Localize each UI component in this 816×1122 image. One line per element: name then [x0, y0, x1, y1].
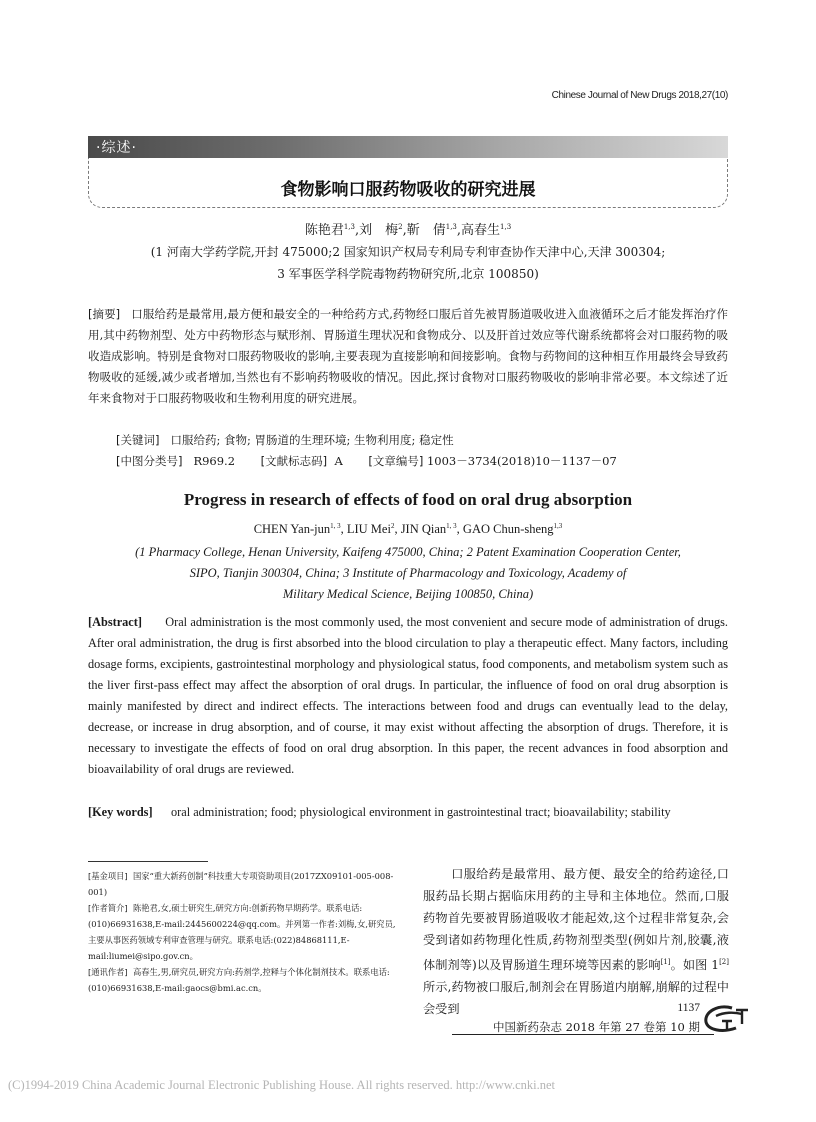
abstract-en-text: Oral administration is the most commonly used, the most convenient and secure mode of administration of drugs. After oral administration, the drug is first absorbed into the blood circulation to play a therapeutic effect. Many factors, including dosage forms, excipients, gastrointestinal morphology and physiological status, food components, and metabolism system such as the liver first-pass effect may affect the absorption of oral drugs. In particular, the influence of food on oral drug absorption is mainly manifested by direct and indirect effects. The interactions between food and drugs can eventually lead to the delay, decrease, or increase in drug absorption, and of course, it may exist without affecting the absorption of drugs. Therefore, it is necessary to investigate the effects of food on oral drug absorption. In this paper, the recent advances in food absorption and bioavailability of oral drugs are reviewed.: [88, 615, 728, 776]
author-affiliation-sup: 1,3: [445, 223, 457, 231]
keywords-cn-text: 口服给药; 食物; 胃肠道的生理环境; 生物利用度; 稳定性: [170, 433, 454, 447]
article-title-en: Progress in research of effects of food on oral drug absorption: [183, 490, 633, 509]
author-name-en: JIN Qian: [400, 522, 447, 536]
author-affiliation-sup: 1,3: [553, 522, 563, 530]
clc-label: [中图分类号]: [116, 454, 183, 468]
abstract-cn: [88, 304, 728, 409]
footnote-label: [基金项目]: [88, 871, 128, 881]
author-name: 靳 倩: [406, 223, 446, 238]
author-affiliation-sup: 2: [398, 223, 403, 231]
doc-code-label: [文献标志码]: [260, 454, 328, 468]
keywords-cn: [116, 432, 454, 448]
abstract-cn-label: [摘要]: [88, 307, 121, 321]
doc-code-value: A: [334, 454, 343, 468]
footnote-rule: [88, 861, 208, 862]
copyright-watermark: (C)1994-2019 China Academic Journal Electronic Publishing House. All rights reserved. http://www.cnki.net: [8, 1078, 556, 1092]
running-header: Chinese Journal of New Drugs 2018,27(10): [551, 90, 728, 101]
footer-rule: [452, 1034, 714, 1035]
journal-logo: [702, 1000, 750, 1038]
footnotes: [88, 868, 396, 996]
article-title-cn: 食物影响口服药物吸收的研究进展: [280, 180, 536, 200]
affiliation-en-line: SIPO, Tianjin 300304, China; 3 Institute of Pharmacology and Toxicology, Academy of: [189, 566, 627, 580]
clc-value: R969.2: [193, 454, 236, 468]
affiliation-en-line: (1 Pharmacy College, Henan University, Kaifeng 475000, China; 2 Patent Examination Cooperation Center,: [135, 545, 681, 559]
footnote-text: 高春生,男,研究员,研究方向:药剂学,控释与个体化制剂技术。联系电话:(010)66931638,E-mail:gaocs@bmi.ac.cn。: [88, 967, 390, 993]
body-text-cn: [423, 863, 729, 1020]
abstract-en-label: [Abstract]: [88, 615, 142, 629]
affiliation-en-line: Military Medical Science, Beijing 100850, China): [282, 587, 534, 601]
author-affiliation-sup: 1,3: [343, 223, 355, 231]
footnote-funding: [88, 868, 396, 900]
footnote-author-bio: [88, 900, 396, 964]
citation-ref[interactable]: [1]: [660, 958, 671, 966]
author-affiliation-sup: 2: [390, 522, 395, 530]
author-name-en: GAO Chun-sheng: [462, 522, 554, 536]
abstract-en: [88, 612, 728, 780]
author-affiliation-sup: 1,3: [500, 223, 512, 231]
footnote-corresponding-author: [88, 964, 396, 996]
body-text-segment: 。如图 1: [670, 958, 720, 972]
journal-footer: 中国新药杂志 2018 年第 27 卷第 10 期: [493, 1020, 700, 1034]
classification-line: [116, 453, 617, 469]
section-band: [88, 136, 728, 158]
author-name-en: LIU Mei: [346, 522, 391, 536]
article-number-label: [文章编号]: [368, 454, 424, 468]
abstract-cn-text: 口服给药是最常用,最方便和最安全的一种给药方式,药物经口服后首先被胃肠道吸收进入血液循环之后才能发挥治疗作用,其中药物剂型、处方中药物形态与赋形剂、胃肠道生理状况和食物成分、以及肝首过效应等代谢系统都将会对口服药物的吸收造成影响。特别是食物对口服药物吸收的影响,主要表现为直接影响和间接影响。食物与药物间的这种相互作用最终会导致药物吸收的延缓,减少或者增加,当然也有不影响药物吸收的情况。因此,探讨食物对口服药物吸收的影响非常必要。本文综述了近年来食物对于口服药物吸收和生物利用度的研究进展。: [88, 307, 728, 405]
section-label: ·综述·: [96, 140, 137, 156]
author-name: 高春生: [461, 223, 501, 238]
author-name-en: CHEN Yan-jun: [253, 522, 331, 536]
keywords-en-text: oral administration; food; physiological environment in gastrointestinal tract; bioavailability; stability: [171, 805, 671, 819]
author-affiliation-sup: 1, 3: [330, 522, 341, 530]
keywords-cn-label: [关键词]: [116, 433, 160, 447]
page-number: 1137: [677, 1002, 700, 1014]
citation-ref[interactable]: [2]: [719, 958, 729, 966]
footnote-text: 国家“重大新药创制”科技重大专项资助项目(2017ZX09101-005-008-001): [88, 871, 394, 897]
footnote-text: 陈艳君,女,硕士研究生,研究方向:创新药物早期药学。联系电话:(010)66931638,E-mail:2445600224@qq.com。并列第一作者:刘梅,女,研究员,主要从事医药领域专利审查管理与研究。联系电话:(022)84868111,E-mail:liumei@sipo.gov.cn。: [88, 903, 396, 961]
authors-cn: 陈艳君$^{1,3}$,刘 梅$^2$,靳 倩$^{1,3}$,高春生$^{1,3}$: [304, 223, 512, 238]
authors-en: CHEN Yan-jun$^{1, 3}$, LIU Mei$^2$, JIN Qian$^{1, 3}$, GAO Chun-sheng$^{1,3}$: [253, 522, 563, 536]
keywords-en-label: [Key words]: [88, 805, 153, 819]
affiliation-cn-line: 3 军事医学科学院毒物药物研究所,北京 100850): [277, 267, 539, 281]
footnote-label: [通讯作者]: [88, 967, 128, 977]
author-name: 陈艳君: [304, 223, 344, 238]
affiliation-cn-line: (1 河南大学药学院,开封 475000;2 国家知识产权局专利局专利审查协作天津中心,天津 300304;: [150, 245, 666, 259]
author-name: 刘 梅: [359, 223, 399, 238]
author-affiliation-sup: 1, 3: [446, 522, 457, 530]
body-text-segment: 所示,药物被口服后,制剂会在胃肠道内崩解,崩解的过程中会受到: [423, 980, 729, 1016]
footnote-label: [作者简介]: [88, 903, 128, 913]
body-text-segment: 口服给药是最常用、最方便、最安全的给药途径,口服药品长期占据临床用药的主导和主体地位。然而,口服药物首先要被胃肠道吸收才能起效,这个过程非常复杂,会受到诸如药物理化性质,药物剂型类型(例如片剂,胶囊,液体制剂等)以及胃肠道生理环境等因素的影响: [423, 867, 729, 972]
keywords-en: [88, 802, 728, 823]
article-number-value: 1003－3734(2018)10－1137－07: [426, 454, 617, 468]
